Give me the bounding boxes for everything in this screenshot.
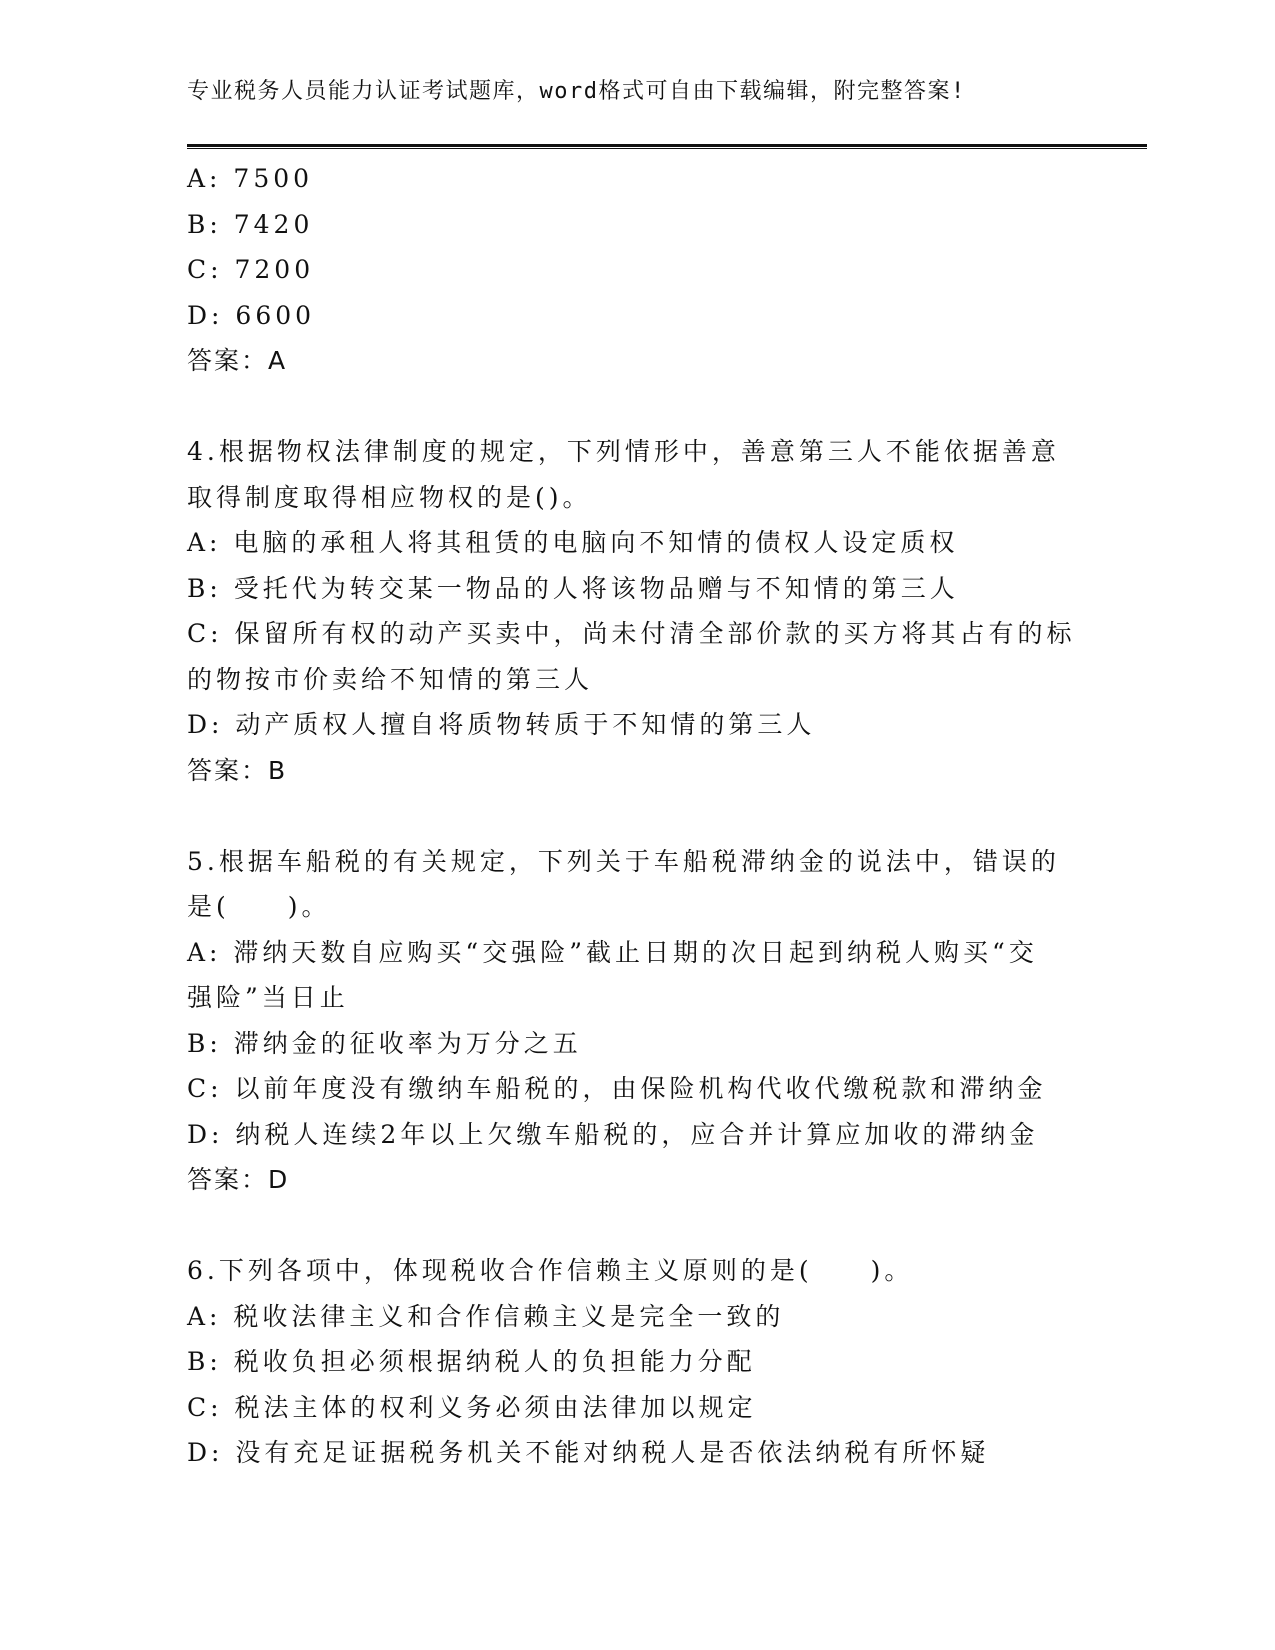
header-rule (187, 144, 1147, 149)
option-b: B: 税收负担必须根据纳税人的负担能力分配 (187, 1347, 756, 1376)
option-c: C: 7200 (187, 255, 315, 284)
option-a: A: 税收法律主义和合作信赖主义是完全一致的 (187, 1301, 785, 1331)
question-stem: 取得制度取得相应物权的是()。 (187, 482, 592, 512)
question-stem: 是( )。 (187, 892, 331, 921)
option-c: C: 保留所有权的动产买卖中，尚未付清全部价款的买方将其占有的标 (187, 619, 1076, 648)
option-c: C: 以前年度没有缴纳车船税的，由保险机构代收代缴税款和滞纳金 (187, 1074, 1047, 1103)
question-4 (187, 429, 1077, 793)
option-b: B: 滞纳金的征收率为万分之五 (187, 1028, 582, 1058)
option-a-continued: 强险”当日止 (187, 983, 349, 1012)
question-stem: 5.根据车船税的有关规定，下列关于车船税滞纳金的说法中，错误的 (187, 846, 1060, 876)
answer: 答案：B (187, 755, 288, 785)
option-a: A: 电脑的承租人将其租赁的电脑向不知情的债权人设定质权 (187, 528, 959, 557)
question-6 (187, 1248, 1077, 1476)
option-d: D: 6600 (187, 300, 316, 330)
option-d: D: 没有充足证据税务机关不能对纳税人是否依法纳税有所怀疑 (187, 1438, 990, 1467)
spacer (187, 384, 1077, 430)
option-b: B: 7420 (187, 209, 314, 239)
option-c: C: 税法主体的权利义务必须由法律加以规定 (187, 1392, 757, 1422)
spacer (187, 793, 1077, 839)
question-list (187, 156, 1077, 1476)
option-a: A: 滞纳天数自应购买“交强险”截止日期的次日起到纳税人购买“交 (187, 937, 1038, 967)
question-5 (187, 839, 1077, 1203)
question-stem: 6.下列各项中，体现税收合作信赖主义原则的是( )。 (187, 1256, 914, 1285)
page-header: 专业税务人员能力认证考试题库，word格式可自由下载编辑，附完整答案! (187, 79, 966, 104)
option-b: B: 受托代为转交某一物品的人将该物品赠与不知情的第三人 (187, 573, 959, 603)
option-a: A: 7500 (187, 164, 314, 193)
option-c-continued: 的物按市价卖给不知情的第三人 (187, 664, 594, 694)
answer: 答案：A (187, 346, 288, 375)
question-3 (187, 156, 1077, 384)
option-d: D: 纳税人连续2年以上欠缴车船税的，应合并计算应加收的滞纳金 (187, 1119, 1039, 1149)
question-stem: 4.根据物权法律制度的规定，下列情形中，善意第三人不能依据善意 (187, 437, 1060, 466)
option-d: D: 动产质权人擅自将质物转质于不知情的第三人 (187, 710, 816, 739)
spacer (187, 1203, 1077, 1249)
answer: 答案：D (187, 1165, 290, 1194)
